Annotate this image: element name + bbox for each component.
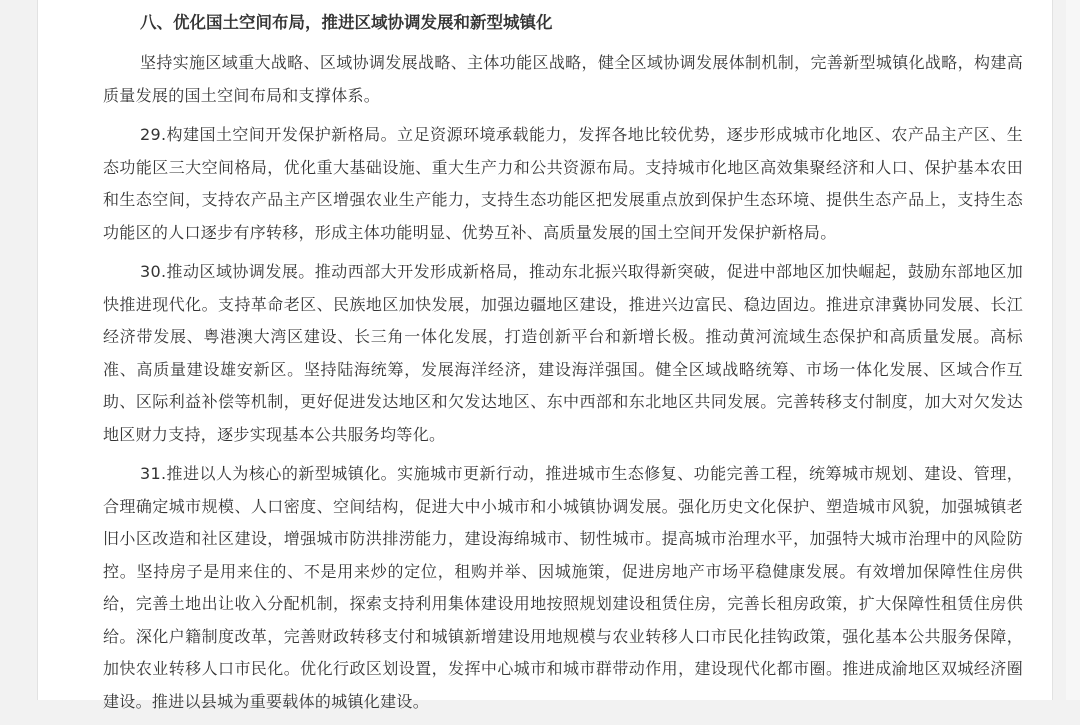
article-content: [103, 8, 1023, 725]
article-page: [37, 0, 1053, 711]
paragraph-31: 31.推进以人为核心的新型城镇化。实施城市更新行动，推进城市生态修复、功能完善工程，统筹城市规划、建设、管理，合理确定城市规模、人口密度、空间结构，促进大中小城市和小城镇协调发展。强化历史文化保护、塑造城市风貌，加强城镇老旧小区改造和社区建设，增强城市防洪排涝能力，建设海绵城市、韧性城市。提高城市治理水平，加强特大城市治理中的风险防控。坚持房子是用来住的、不是用来炒的定位，租购并举、因城施策，促进房地产市场平稳健康发展。有效增加保障性住房供给，完善土地出让收入分配机制，探索支持利用集体建设用地按照规划建设租赁住房，完善长租房政策，扩大保障性租赁住房供给。深化户籍制度改革，完善财政转移支付和城镇新增建设用地规模与农业转移人口市民化挂钩政策，强化基本公共服务保障，加快农业转移人口市民化。优化行政区划设置，发挥中心城市和城市群带动作用，建设现代化都市圈。推进成渝地区双城经济圈建设。推进以县城为重要载体的城镇化建设。: [103, 464, 1023, 711]
paragraph-29: 29.构建国土空间开发保护新格局。立足资源环境承载能力，发挥各地比较优势，逐步形成城市化地区、农产品主产区、生态功能区三大空间格局，优化重大基础设施、重大生产力和公共资源布局。支持城市化地区高效集聚经济和人口、保护基本农田和生态空间，支持农产品主产区增强农业生产能力，支持生态功能区把发展重点放到保护生态环境、提供生态产品上，支持生态功能区的人口逐步有序转移，形成主体功能明显、优势互补、高质量发展的国土空间开发保护新格局。: [103, 125, 1023, 242]
paragraph-30: 30.推动区域协调发展。推动西部大开发形成新格局，推动东北振兴取得新突破，促进中部地区加快崛起，鼓励东部地区加快推进现代化。支持革命老区、民族地区加快发展，加强边疆地区建设，推进兴边富民、稳边固边。推进京津冀协同发展、长江经济带发展、粤港澳大湾区建设、长三角一体化发展，打造创新平台和新增长极。推动黄河流域生态保护和高质量发展。高标准、高质量建设雄安新区。坚持陆海统筹，发展海洋经济，建设海洋强国。健全区域战略统筹、市场一体化发展、区域合作互助、区际利益补偿等机制，更好促进发达地区和欠发达地区、东中西部和东北地区共同发展。完善转移支付制度，加大对欠发达地区财力支持，逐步实现基本公共服务均等化。: [103, 262, 1023, 444]
scrollbar-track[interactable]: [1066, 0, 1080, 700]
section-heading: 八、优化国土空间布局，推进区域协调发展和新型城镇化: [140, 13, 553, 32]
paragraph-intro: 坚持实施区域重大战略、区域协调发展战略、主体功能区战略，健全区域协调发展体制机制，完善新型城镇化战略，构建高质量发展的国土空间布局和支撑体系。: [103, 53, 1023, 105]
